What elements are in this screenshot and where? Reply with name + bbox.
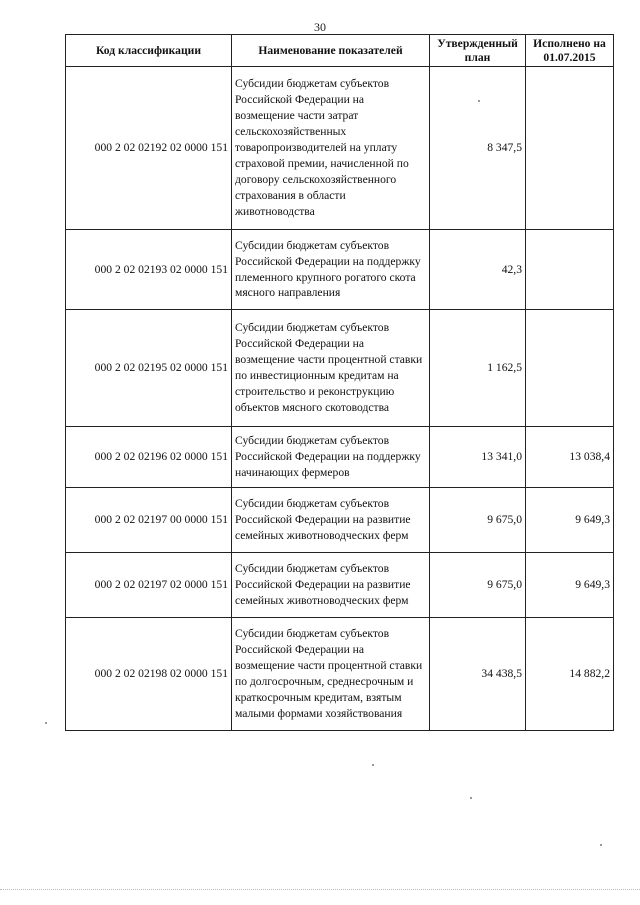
executed-value: 9 649,3	[526, 488, 614, 553]
table-row	[66, 553, 614, 618]
approved-plan-value: 34 438,5	[430, 618, 526, 731]
indicator-name: Субсидии бюджетам субъектов Российской Федерации на поддержку начинающих фермеров	[232, 427, 430, 488]
executed-value	[526, 230, 614, 310]
executed-value: 13 038,4	[526, 427, 614, 488]
indicator-name: Субсидии бюджетам субъектов Российской Федерации на развитие семейных животноводческих ферм	[232, 553, 430, 618]
header-code: Код классификации	[66, 35, 232, 67]
classification-code: 000 2 02 02198 02 0000 151	[66, 618, 232, 731]
classification-code: 000 2 02 02197 02 0000 151	[66, 553, 232, 618]
classification-code: 000 2 02 02193 02 0000 151	[66, 230, 232, 310]
approved-plan-value: 9 675,0	[430, 553, 526, 618]
approved-plan-value: 13 341,0	[430, 427, 526, 488]
header-name: Наименование показателей	[232, 35, 430, 67]
indicator-name: Субсидии бюджетам субъектов Российской Федерации на развитие семейных животноводческих ферм	[232, 488, 430, 553]
indicator-name: Субсидии бюджетам субъектов Российской Федерации на поддержку племенного крупного рогатого скота мясного направления	[232, 230, 430, 310]
table-row	[66, 618, 614, 731]
approved-plan-value: 1 162,5	[430, 310, 526, 427]
header-plan: Утвержденный план	[430, 35, 526, 67]
scan-speck	[478, 100, 480, 102]
header-done: Исполнено на 01.07.2015	[526, 35, 614, 67]
executed-value: 9 649,3	[526, 553, 614, 618]
table-row	[66, 67, 614, 230]
executed-value	[526, 67, 614, 230]
page-number: 30	[314, 20, 326, 34]
approved-plan-value: 9 675,0	[430, 488, 526, 553]
indicator-name: Субсидии бюджетам субъектов Российской Федерации на возмещение части затрат сельскохозяйственных товаропроизводителей на уплату страховой премии, начисленной по договору сельскохозяйственного страхования в области животноводства	[232, 67, 430, 230]
table-row	[66, 230, 614, 310]
indicator-name: Субсидии бюджетам субъектов Российской Федерации на возмещение части процентной ставки по инвестиционным кредитам на строительство и реконструкцию объектов мясного скотоводства	[232, 310, 430, 427]
scan-speck	[470, 797, 472, 799]
approved-plan-value: 8 347,5	[430, 67, 526, 230]
table-header-row	[66, 35, 614, 67]
budget-table	[65, 34, 614, 731]
classification-code: 000 2 02 02195 02 0000 151	[66, 310, 232, 427]
table-row	[66, 488, 614, 553]
classification-code: 000 2 02 02192 02 0000 151	[66, 67, 232, 230]
indicator-name: Субсидии бюджетам субъектов Российской Федерации на возмещение части процентной ставки по долгосрочным, среднесрочным и краткосрочным кредитам, взятым малыми формами хозяйствования	[232, 618, 430, 731]
scan-speck	[372, 764, 374, 766]
scan-speck	[45, 722, 47, 724]
classification-code: 000 2 02 02196 02 0000 151	[66, 427, 232, 488]
scan-speck	[600, 844, 602, 846]
table-row	[66, 427, 614, 488]
table-row	[66, 310, 614, 427]
approved-plan-value: 42,3	[430, 230, 526, 310]
classification-code: 000 2 02 02197 00 0000 151	[66, 488, 232, 553]
scan-edge-noise	[0, 889, 640, 891]
executed-value: 14 882,2	[526, 618, 614, 731]
executed-value	[526, 310, 614, 427]
